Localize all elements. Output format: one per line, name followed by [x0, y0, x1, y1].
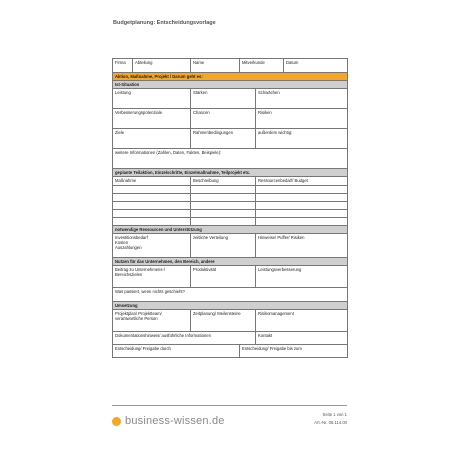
- page-number: Seite 1 von 1: [322, 412, 347, 417]
- section-nutzen-heading: Nutzen für das Unternehmen, den Bereich, andere: [113, 258, 348, 266]
- field-abteilung[interactable]: Abteilung: [133, 59, 191, 73]
- section-teilaktion-heading: geplante Teilaktion, Einzelschritte, Einzelmaßnahme, Teilprojekt etc.: [113, 169, 348, 177]
- cell-staerken[interactable]: Stärken: [191, 89, 256, 109]
- cell-produktivitaet[interactable]: Produktivität: [191, 266, 256, 288]
- section-umsetzung-heading: Umsetzung: [113, 302, 348, 310]
- cell-freigabe-bis[interactable]: Entscheidung/ Freigabe bis zum: [240, 345, 348, 358]
- cell-leistungsverbesserung[interactable]: Leistungsverbesserung: [256, 266, 348, 288]
- logo-text: business-wissen.de: [125, 415, 225, 427]
- article-number: Art.-Nr. 06.114.00: [314, 420, 347, 425]
- logo: [112, 415, 225, 427]
- budget-form-table: [112, 58, 348, 358]
- cell-projektplan[interactable]: [113, 310, 191, 332]
- cell-verbesserung[interactable]: Verbesserungspotenziale: [113, 109, 191, 129]
- table-row: [113, 210, 348, 218]
- label-kosten: Kosten: [115, 240, 129, 245]
- col-budget: Ressourcenbedarf/ Budget: [256, 177, 348, 186]
- cell-dokumentation[interactable]: Dokumentationshinweis/ ausführliche Informationen: [113, 332, 256, 345]
- field-name[interactable]: Name: [191, 59, 240, 73]
- cell-investitionsbedarf[interactable]: [113, 234, 191, 258]
- label-investitionsbedarf: Investitionsbedarf: [115, 235, 148, 240]
- table-row: [113, 202, 348, 210]
- label-bereichszielen: Bereichszielen: [115, 272, 143, 277]
- cell-risikomanagement[interactable]: Risikomanagement: [256, 310, 348, 332]
- cell-hinweise[interactable]: Hinweise/ Puffer/ Risiken: [256, 234, 348, 258]
- section-aktion-heading: Aktion, Maßnahme, Projekt / Darum geht es:: [113, 73, 348, 81]
- field-datum[interactable]: Datum: [284, 59, 348, 73]
- cell-leistung[interactable]: Leistung: [113, 89, 191, 109]
- label-verantwortliche: verantwortliche Person: [115, 316, 158, 321]
- cell-weitere[interactable]: weitere Informationen (Zahlen, Daten, Fakten, Beispiele):: [113, 149, 348, 169]
- cell-passiert[interactable]: Was passiert, wenn nichts geschieht?: [113, 288, 348, 302]
- label-auszahlungen: Auszahlungen: [115, 245, 142, 250]
- footer-divider: [112, 405, 347, 406]
- cell-ziele[interactable]: Ziele: [113, 129, 191, 149]
- cell-wichtig[interactable]: außerdem wichtig:: [256, 129, 348, 149]
- page-title: Budgetplanung: Entscheidungsvorlage: [113, 20, 216, 26]
- table-row: [113, 186, 348, 194]
- cell-rahmen[interactable]: Rahmenbedingungen: [191, 129, 256, 149]
- logo-dot-icon: [112, 417, 121, 426]
- cell-kontakt[interactable]: Kontakt: [256, 332, 348, 345]
- cell-risiken[interactable]: Risiken: [256, 109, 348, 129]
- cell-zeitlich[interactable]: zeitliche Verteilung: [191, 234, 256, 258]
- field-mitverkunde[interactable]: Mitverkunde: [240, 59, 284, 73]
- section-ist-heading: Ist-Situation: [113, 81, 348, 89]
- label-projektplan: Projektplan/ Projektteam/: [115, 311, 162, 316]
- cell-schwaechen[interactable]: Schwächen: [256, 89, 348, 109]
- col-beschreibung: Beschreibung: [191, 177, 256, 186]
- cell-beitrag[interactable]: [113, 266, 191, 288]
- section-ressourcen-heading: notwendige Ressourcen und Unterstützung: [113, 226, 348, 234]
- field-firma[interactable]: Firma: [113, 59, 133, 73]
- table-row: [113, 194, 348, 202]
- cell-chancen[interactable]: Chancen: [191, 109, 256, 129]
- cell-freigabe-durch[interactable]: Entscheidung/ Freigabe durch: [113, 345, 240, 358]
- col-massnahme: Maßnahme: [113, 177, 191, 186]
- header-fields-row: [113, 59, 348, 73]
- label-beitrag: Beitrag zu Unternehmens-/: [115, 267, 166, 272]
- cell-zeitplanung[interactable]: Zeitplanung/ Meilensteine: [191, 310, 256, 332]
- table-row: [113, 218, 348, 226]
